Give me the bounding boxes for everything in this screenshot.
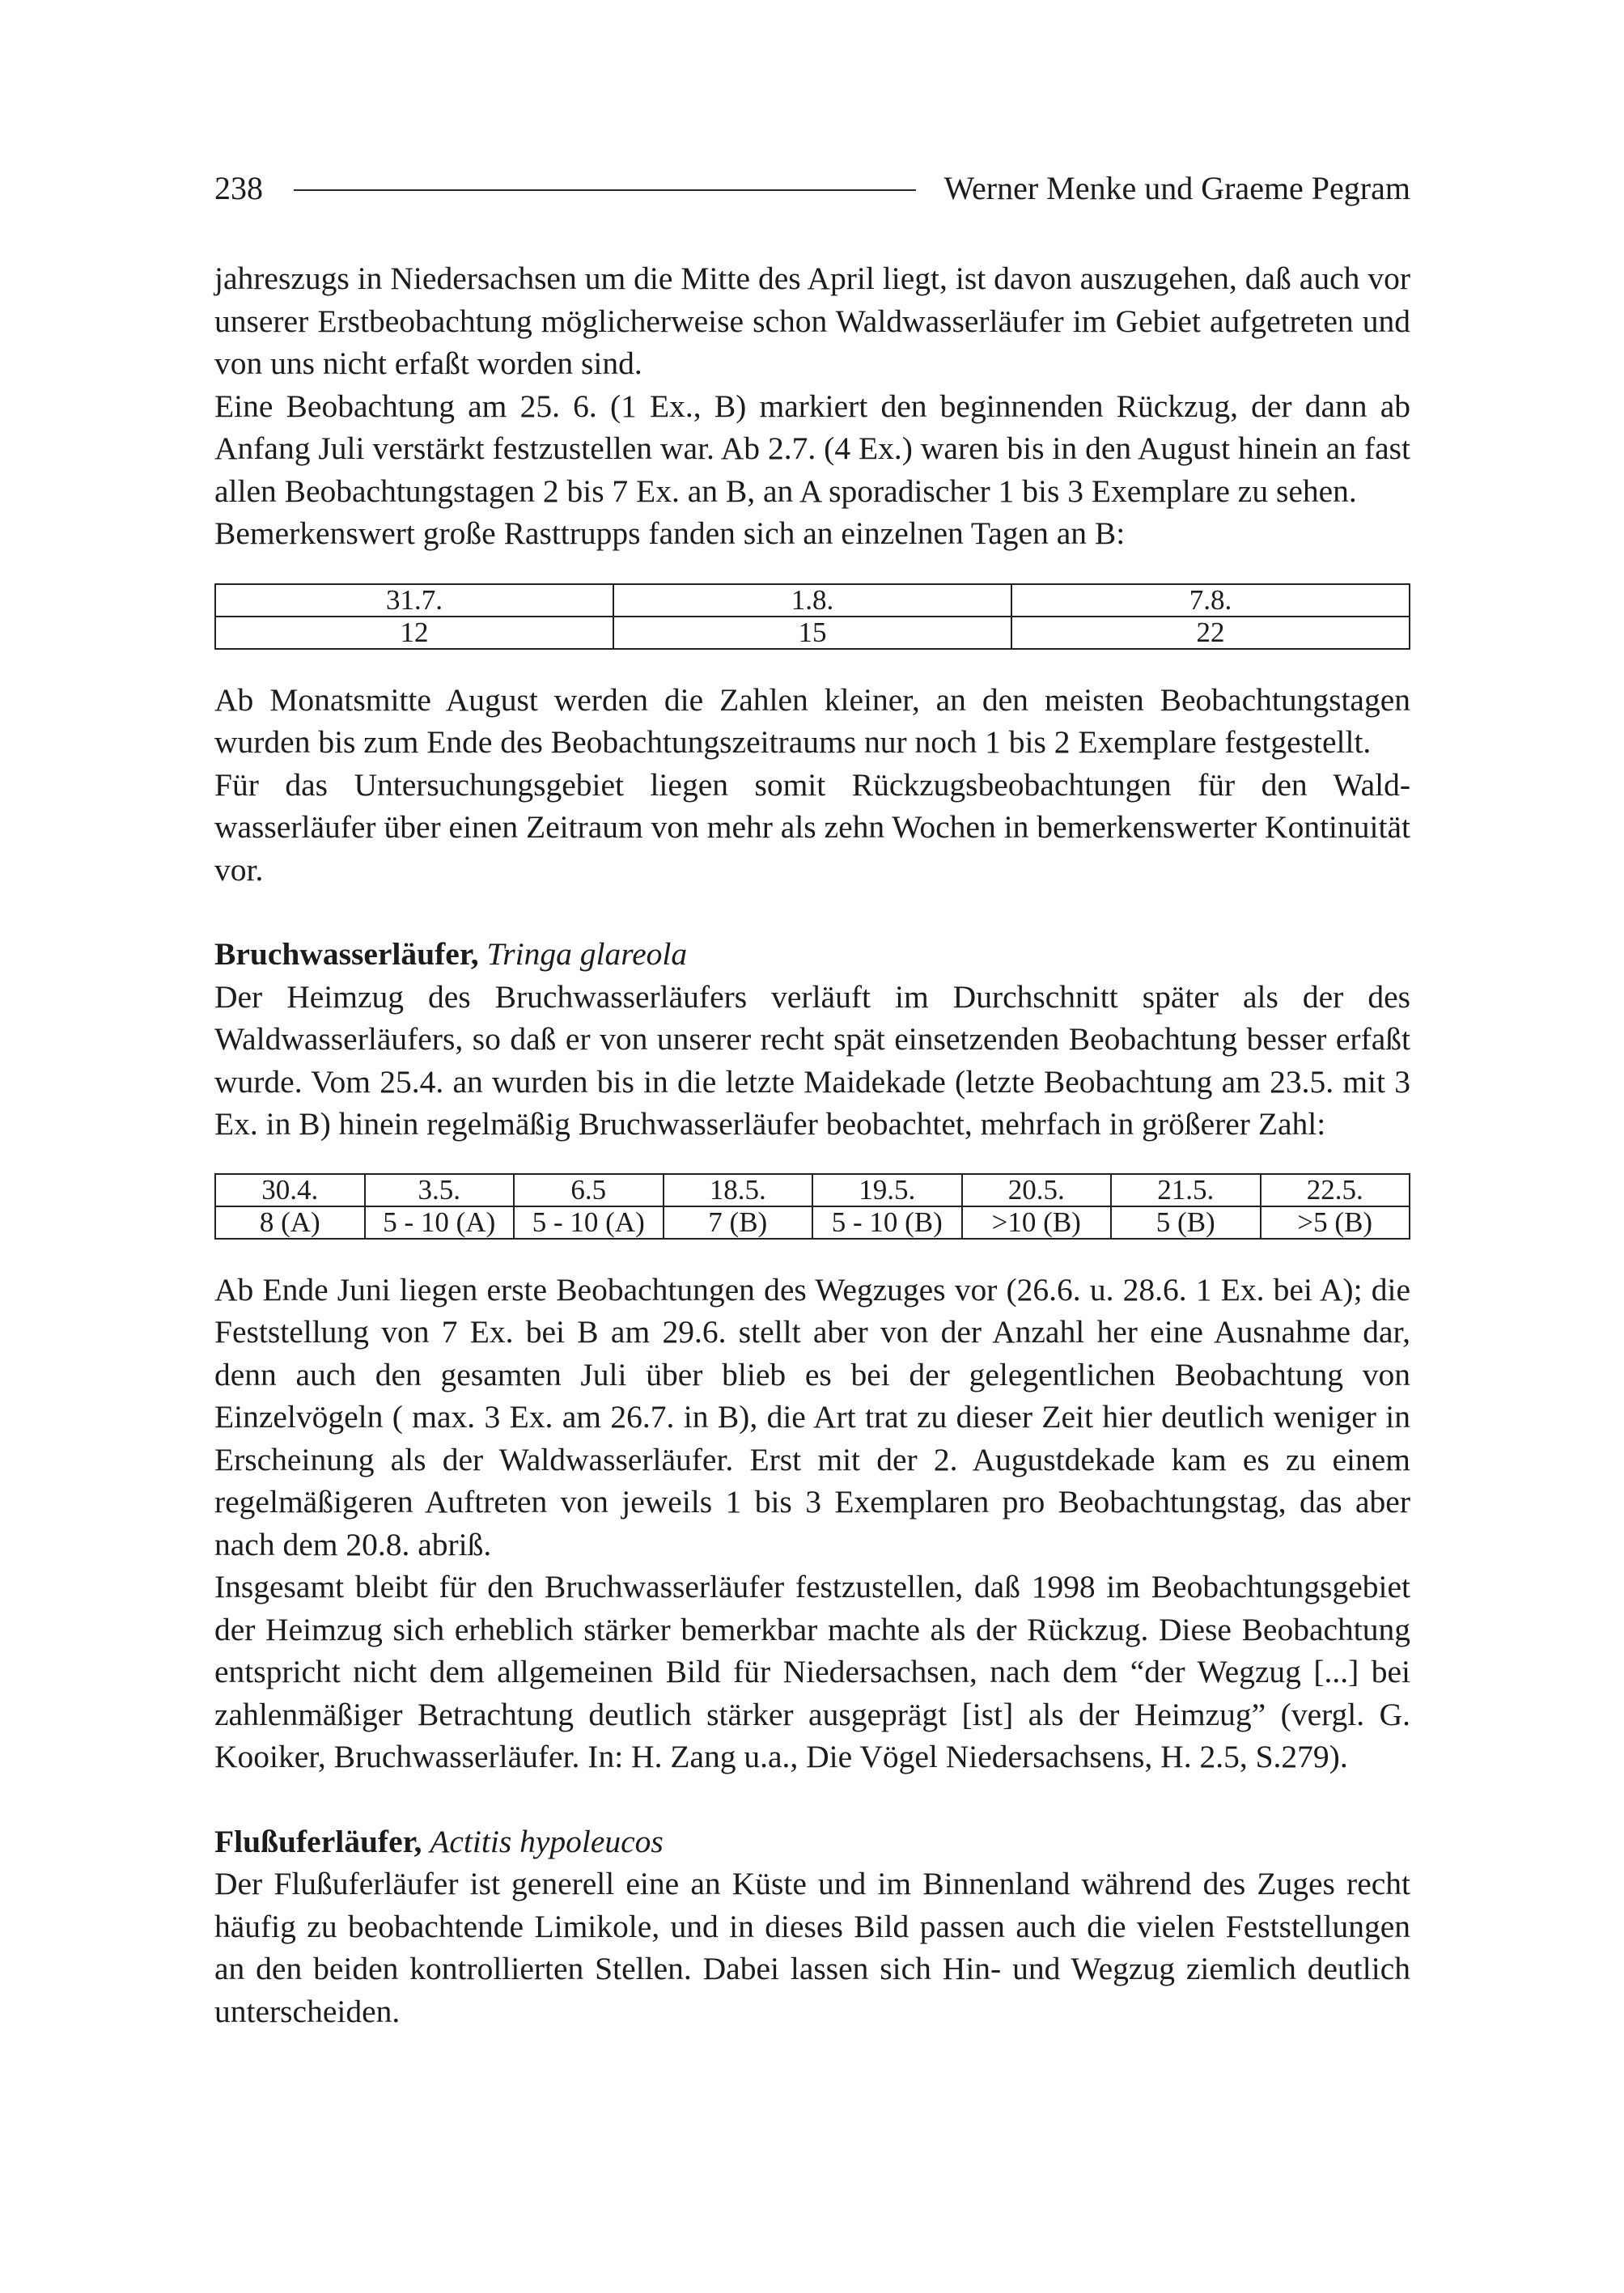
table-cell: 5 - 10 (A): [365, 1206, 515, 1239]
section-heading: [214, 1820, 1410, 1863]
paragraph: Der Flußuferläufer ist generell eine an Küste und im Binnenland während des Zuges recht häufig zu beobachtende Limikole, und in dieses Bild passen auch die vielen Feststellungen an den beiden kontrollierten Stellen. Dabei lassen sich Hin- und Wegzug ziemlich deutlich unterscheiden.: [214, 1866, 1410, 2029]
table-cell: 19.5.: [812, 1174, 962, 1206]
page-number: 238: [214, 169, 263, 206]
paragraph: Der Heimzug des Bruchwasserläufers verläuft im Durchschnitt später als der des Waldwasserläufers, so daß er von unserer recht spät einsetzenden Beobachtung besser erfaßt wurde. Vom 25.4. an wurden bis in die letzte Maidekade (letzte Beobachtung am 23.5. mit 3 Ex. in B) hinein regelmäßig Bruchwasserläufer beobachtet, mehrfach in größerer Zahl:: [214, 978, 1410, 1142]
table-cell: 6.5: [514, 1174, 664, 1206]
table-cell: 5 (B): [1111, 1206, 1261, 1239]
section-spacer: [214, 1778, 1410, 1820]
species-name: Tringa glareola: [486, 936, 688, 972]
paragraph: Ab Ende Juni liegen erste Beobachtungen des Wegzuges vor (26.6. u. 28.6. 1 Ex. bei A); die Feststellung von 7 Ex. bei B am 29.6. stellt aber von der Anzahl her eine Ausnahme dar, denn auch den gesamten Juli über blieb es bei der gelegentlichen Beobachtung von Einzelvögeln ( max. 3 Ex. am 26.7. in B), die Art trat zu dieser Zeit hier deutlich weniger in Erscheinung als der Waldwasserläufer. Erst mit der 2. Augustdekade kam es zu einem regelmäßigeren Auftreten von jeweils 1 bis 3 Exemplaren pro Beobachtungstag, das aber nach dem 20.8. abriß.: [214, 1271, 1410, 1562]
paragraph: Eine Beobachtung am 25. 6. (1 Ex., B) markiert den beginnenden Rückzug, der dann ab Anfang Juli verstärkt festzustellen war. Ab 2.7. (4 Ex.) waren bis in den August hinein an fast allen Beobachtungstagen 2 bis 7 Ex. an B, an A sporadischer 1 bis 3 Exemplare zu sehen.: [214, 388, 1410, 509]
table-cell: 31.7.: [215, 584, 613, 617]
table-row-dates: [215, 584, 1410, 617]
body-text: [214, 257, 1410, 2032]
table-cell: 5 - 10 (A): [514, 1206, 664, 1239]
paragraph: Ab Monatsmitte August werden die Zahlen kleiner, an den meisten Beobachtungstagen wurden bis zum Ende des Beobachtungszeitraums nur noch 1 bis 2 Exemplare festgestellt.: [214, 681, 1410, 760]
paragraph: Insgesamt bleibt für den Bruchwasserläufer festzustellen, daß 1998 im Beobachtungsgebiet der Heimzug sich erheblich stärker bemerkbar machte als der Rückzug. Diese Beobachtung entspricht nicht dem allgemeinen Bild für Niedersachsen, nach dem “der Wegzug [...] bei zahlenmäßiger Betrachtung deutlich stärker ausgeprägt [ist] als der Heimzug” (vergl. G. Kooiker, Bruchwasserläufer. In: H. Zang u.a., Die Vögel Niedersachsens, H. 2.5, S.279).: [214, 1569, 1410, 1774]
table-cell: >10 (B): [962, 1206, 1112, 1239]
table-row-dates: [215, 1174, 1410, 1206]
table-cell: 7 (B): [664, 1206, 813, 1239]
table-cell: 22: [1011, 617, 1410, 649]
table-cell: 30.4.: [215, 1174, 365, 1206]
table-row-counts: [215, 617, 1410, 649]
species-name: Actitis hypoleucos: [430, 1823, 664, 1859]
table-cell: 3.5.: [365, 1174, 515, 1206]
table-cell: 15: [613, 617, 1011, 649]
paragraph: jahreszugs in Niedersachsen um die Mitte des April liegt, ist davon auszugehen, daß auch vor unserer Erstbeobachtung möglicherweise schon Waldwasserläufer im Gebiet aufgetreten und von uns nicht erfaßt worden sind.: [214, 261, 1410, 381]
paragraph: Für das Untersuchungsgebiet liegen somit Rückzugsbeobachtungen für den Waldwasserläufer über einen Zeitraum von mehr als zehn Wochen in bemerkenswerter Kontinuität vor.: [214, 766, 1410, 888]
header-authors: Werner Menke und Graeme Pegram: [943, 169, 1410, 206]
table-cell: >5 (B): [1261, 1206, 1410, 1239]
table-cell: 21.5.: [1111, 1174, 1261, 1206]
table-cell: 22.5.: [1261, 1174, 1410, 1206]
running-header: [214, 163, 1410, 212]
section-spacer: [214, 891, 1410, 933]
paragraph: Bemerkenswert große Rasttrupps fanden sich an einzelnen Tagen an B:: [214, 515, 1126, 551]
table-row-counts: [215, 1206, 1410, 1239]
table-cell: 1.8.: [613, 584, 1011, 617]
table-cell: 20.5.: [962, 1174, 1112, 1206]
section-heading: [214, 933, 1410, 976]
data-table-heimzug: [214, 1173, 1410, 1240]
table-cell: 8 (A): [215, 1206, 365, 1239]
table-cell: 18.5.: [664, 1174, 813, 1206]
table-cell: 7.8.: [1011, 584, 1410, 617]
header-rule: [294, 189, 916, 191]
table-cell: 12: [215, 617, 613, 649]
data-table-rasttrupps: [214, 583, 1410, 650]
table-cell: 5 - 10 (B): [812, 1206, 962, 1239]
section-title: Flußuferläufer,: [214, 1823, 422, 1859]
section-title: Bruchwasserläufer,: [214, 936, 479, 972]
